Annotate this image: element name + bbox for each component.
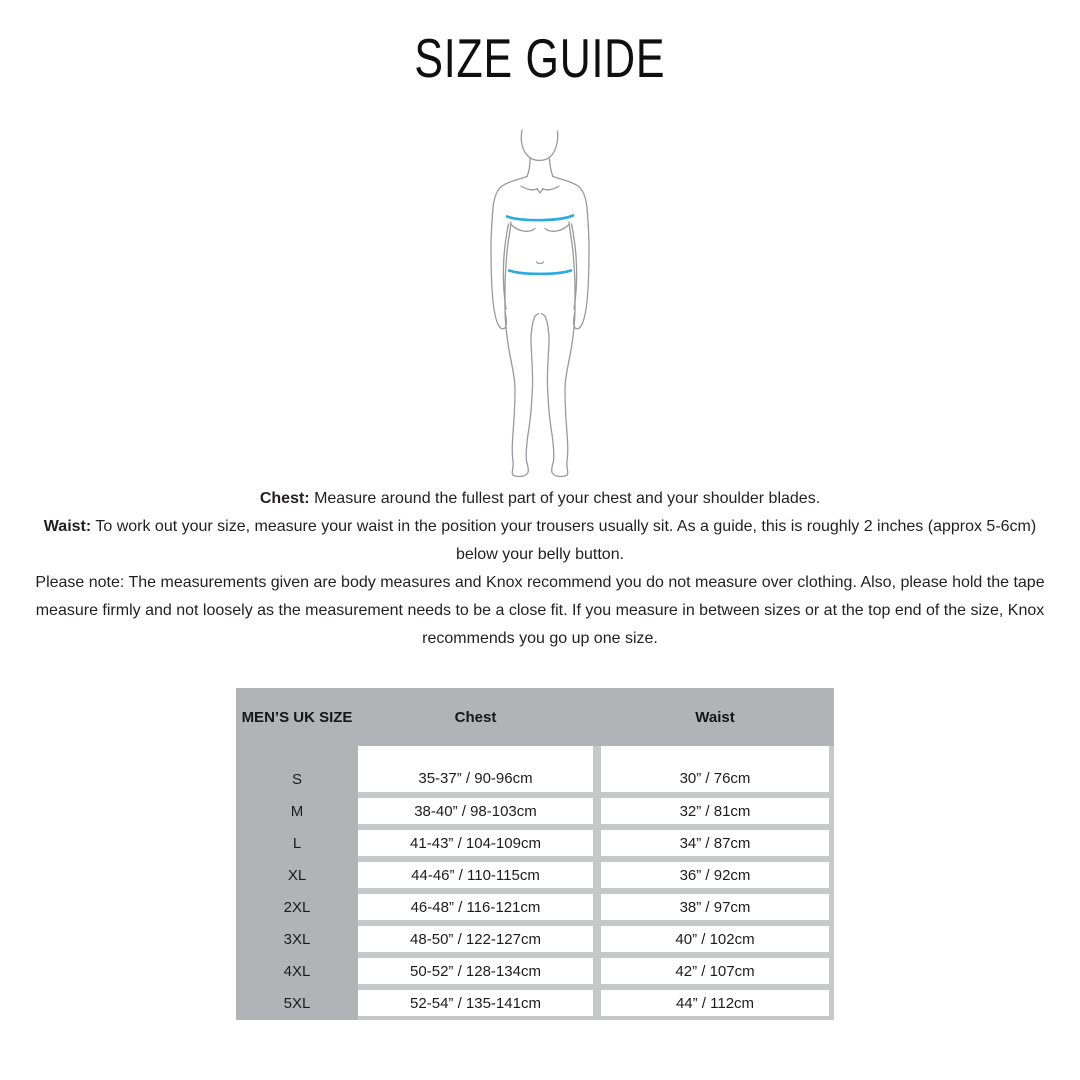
chest-cell-2xl: 46-48” / 116-121cm bbox=[358, 894, 593, 920]
table-header-size: MEN’S UK SIZE bbox=[241, 708, 353, 726]
table-row-5xl bbox=[358, 990, 834, 1016]
size-label-m: M bbox=[290, 802, 304, 820]
body-figure bbox=[485, 128, 595, 478]
table-row-m bbox=[358, 798, 834, 824]
size-table-cells bbox=[358, 746, 834, 1020]
pec-left-line bbox=[511, 225, 535, 232]
note-line2: measure firmly and not loosely as the measurement needs to be a close fit. If you measure in between sizes or at the top end of the size, Knox bbox=[35, 602, 1045, 619]
neck-right-line bbox=[550, 159, 554, 177]
sternal-notch-mark bbox=[538, 190, 543, 194]
note-line1: Please note: The measurements given are body measures and Knox recommend you do not measure over clothing. Also, please hold the tape bbox=[35, 574, 1045, 591]
size-label-4xl: 4XL bbox=[283, 962, 311, 980]
table-row-s bbox=[358, 746, 834, 792]
waist-instruction bbox=[20, 513, 1060, 541]
chest-instruction-label: Chest: bbox=[259, 490, 310, 507]
size-label-5xl: 5XL bbox=[283, 994, 311, 1012]
chest-cell-4xl: 50-52” / 128-134cm bbox=[358, 958, 593, 984]
size-label-column bbox=[236, 746, 358, 1020]
head-outline bbox=[521, 130, 557, 160]
table-row-2xl bbox=[358, 894, 834, 920]
chest-cell-l: 41-43” / 104-109cm bbox=[358, 830, 593, 856]
collarbone-right-line bbox=[543, 186, 560, 190]
body-outline bbox=[491, 130, 589, 477]
measuring-instructions bbox=[20, 485, 1060, 653]
chest-cell-m: 38-40” / 98-103cm bbox=[358, 798, 593, 824]
waist-measure-line bbox=[509, 271, 571, 274]
chest-instruction-text: Measure around the fullest part of your chest and your shoulder blades. bbox=[309, 490, 821, 507]
right-side-outline bbox=[542, 177, 590, 477]
waist-cell-3xl: 40” / 102cm bbox=[601, 926, 829, 952]
waist-cell-m: 32” / 81cm bbox=[601, 798, 829, 824]
waist-cell-s: 30” / 76cm bbox=[601, 746, 829, 792]
waist-cell-l: 34” / 87cm bbox=[601, 830, 829, 856]
navel-mark bbox=[537, 262, 544, 264]
size-label-3xl: 3XL bbox=[283, 930, 311, 948]
size-label-s: S bbox=[291, 771, 302, 788]
chest-cell-5xl: 52-54” / 135-141cm bbox=[358, 990, 593, 1016]
page-title-text: SIZE GUIDE bbox=[414, 27, 666, 89]
pec-right-line bbox=[545, 225, 569, 232]
chest-cell-s: 35-37” / 90-96cm bbox=[358, 746, 593, 792]
chest-cell-3xl: 48-50” / 122-127cm bbox=[358, 926, 593, 952]
table-row-xl bbox=[358, 862, 834, 888]
waist-cell-2xl: 38” / 97cm bbox=[601, 894, 829, 920]
size-table bbox=[236, 688, 834, 1020]
collarbone-left-line bbox=[521, 186, 538, 190]
table-row-l bbox=[358, 830, 834, 856]
waist-cell-5xl: 44” / 112cm bbox=[601, 990, 829, 1016]
waist-instruction-label: Waist: bbox=[43, 518, 92, 535]
left-side-outline bbox=[491, 177, 539, 477]
size-label-2xl: 2XL bbox=[283, 898, 311, 916]
page-title bbox=[0, 26, 1080, 90]
size-label-xl: XL bbox=[287, 866, 307, 884]
waist-cell-4xl: 42” / 107cm bbox=[601, 958, 829, 984]
table-header-waist: Waist bbox=[695, 708, 735, 726]
table-header-chest: Chest bbox=[454, 708, 497, 726]
chest-measure-line bbox=[507, 216, 573, 221]
size-table-header bbox=[236, 688, 834, 746]
chest-cell-xl: 44-46” / 110-115cm bbox=[358, 862, 593, 888]
chest-instruction bbox=[20, 485, 1060, 513]
waist-instruction-line2: below your belly button. bbox=[455, 546, 625, 563]
waist-instruction-text: To work out your size, measure your waist in the position your trousers usually sit. As a guide, this is roughly 2 inches (approx 5-6cm) bbox=[91, 518, 1037, 535]
table-row-4xl bbox=[358, 958, 834, 984]
note-line3: recommends you go up one size. bbox=[422, 630, 658, 647]
neck-left-line bbox=[527, 159, 530, 177]
size-label-l: L bbox=[292, 834, 302, 852]
waist-cell-xl: 36” / 92cm bbox=[601, 862, 829, 888]
table-row-3xl bbox=[358, 926, 834, 952]
